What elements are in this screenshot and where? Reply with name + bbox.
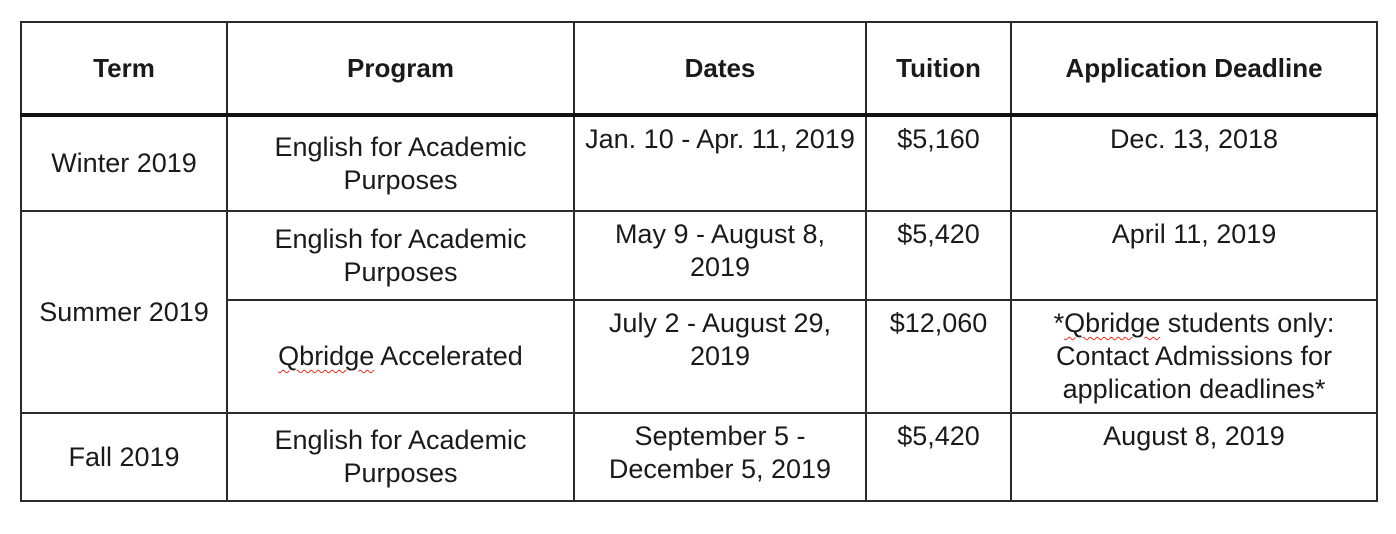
header-dates: Dates xyxy=(574,22,866,115)
term-cell: Fall 2019 xyxy=(21,413,227,501)
deadline-cell: April 11, 2019 xyxy=(1011,211,1377,300)
tuition-cell: $5,160 xyxy=(866,115,1011,211)
program-cell: English for Academic Purposes xyxy=(227,413,574,501)
tuition-cell: $12,060 xyxy=(866,300,1011,413)
program-schedule-table xyxy=(20,21,1378,502)
program-cell: English for Academic Purposes xyxy=(227,211,574,300)
tuition-cell: $5,420 xyxy=(866,211,1011,300)
program-name-word: Qbridge xyxy=(278,341,375,371)
deadline-cell: Dec. 13, 2018 xyxy=(1011,115,1377,211)
program-cell xyxy=(227,300,574,413)
dates-cell: May 9 - August 8, 2019 xyxy=(574,211,866,300)
dates-cell: July 2 - August 29, 2019 xyxy=(574,300,866,413)
deadline-rest: students only: Contact Admissions for application deadlines* xyxy=(1055,308,1335,404)
header-application-deadline: Application Deadline xyxy=(1011,22,1377,115)
deadline-prefix: * xyxy=(1053,308,1065,338)
header-term: Term xyxy=(21,22,227,115)
table-row xyxy=(21,211,1377,300)
program-name-rest: Accelerated xyxy=(374,341,523,371)
header-program: Program xyxy=(227,22,574,115)
table-row xyxy=(21,413,1377,501)
dates-cell: Jan. 10 - Apr. 11, 2019 xyxy=(574,115,866,211)
tuition-cell: $5,420 xyxy=(866,413,1011,501)
deadline-word: Qbridge xyxy=(1064,308,1161,338)
term-cell: Summer 2019 xyxy=(21,211,227,413)
table-row xyxy=(21,115,1377,211)
table-header-row xyxy=(21,22,1377,115)
dates-cell: September 5 - December 5, 2019 xyxy=(574,413,866,501)
header-tuition: Tuition xyxy=(866,22,1011,115)
program-cell: English for Academic Purposes xyxy=(227,115,574,211)
deadline-cell: August 8, 2019 xyxy=(1011,413,1377,501)
term-cell: Winter 2019 xyxy=(21,115,227,211)
deadline-cell xyxy=(1011,300,1377,413)
